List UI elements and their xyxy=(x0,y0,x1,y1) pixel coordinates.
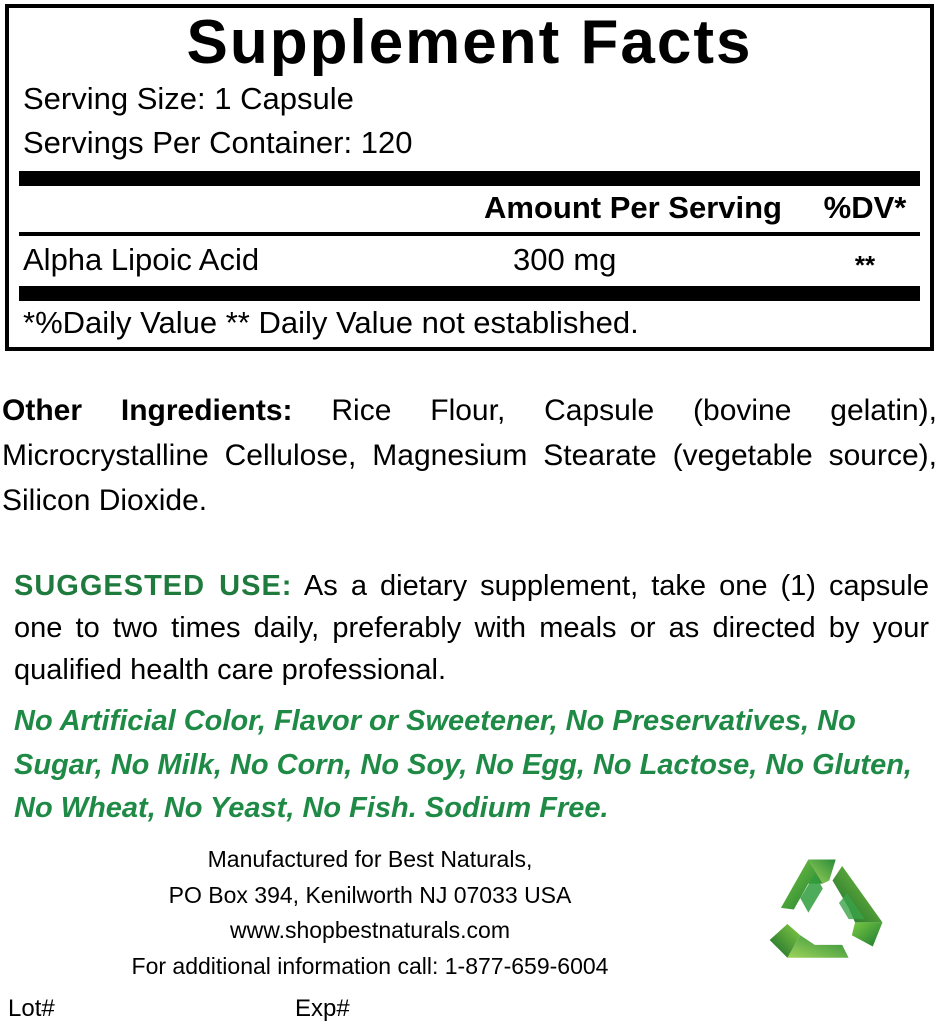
serving-size: Serving Size: 1 Capsule xyxy=(23,81,354,117)
manufacturer-info xyxy=(40,842,700,985)
divider-thick-bottom xyxy=(19,286,920,301)
suggested-use xyxy=(14,565,929,691)
header-amount-per-serving: Amount Per Serving xyxy=(484,190,782,226)
manufacturer-name: Manufactured for Best Naturals, xyxy=(207,846,533,872)
expiration-field: Exp# xyxy=(295,995,350,1022)
suggested-use-label: SUGGESTED USE: xyxy=(14,570,293,602)
manufacturer-address: PO Box 394, Kenilworth NJ 07033 USA xyxy=(168,881,572,908)
supplement-facts-title: Supplement Facts xyxy=(186,8,753,77)
amount-header-row xyxy=(19,186,920,232)
lot-number-field: Lot# xyxy=(8,995,55,1022)
table-row xyxy=(19,236,920,286)
recycle-icon xyxy=(745,845,920,990)
daily-value-footnote: *%Daily Value ** Daily Value not established. xyxy=(23,305,639,341)
free-from-claims: No Artificial Color, Flavor or Sweetener, No Preservatives, No Sugar, No Milk, No Corn, No Soy, No Egg, No Lactose, No Gluten, No Wheat, No Yeast, No Fish. Sodium Free. xyxy=(14,705,912,824)
other-ingredients xyxy=(2,388,939,523)
ingredient-amount: 300 mg xyxy=(513,242,617,278)
ingredient-daily-value: ** xyxy=(854,250,876,281)
other-ingredients-text: Rice Flour, Capsule (bovine gelatin), Microcrystalline Cellulose, Magnesium Stearate (vegetable source), Silicon Dioxide. xyxy=(2,394,937,517)
manufacturer-phone: For additional information call: 1-877-659-6004 xyxy=(131,952,609,979)
servings-per-container: Servings Per Container: 120 xyxy=(23,125,413,161)
manufacturer-website: www.shopbestnaturals.com xyxy=(230,917,510,944)
header-percent-dv: %DV* xyxy=(823,190,907,226)
ingredient-name: Alpha Lipoic Acid xyxy=(23,242,260,278)
suggested-use-text: As a dietary supplement, take one (1) capsule one to two times daily, preferably with meals or as directed by your qualified health care professional. xyxy=(14,570,929,687)
divider-thick-top xyxy=(19,171,920,186)
other-ingredients-label: Other Ingredients: xyxy=(2,394,293,427)
supplement-facts-panel xyxy=(5,4,934,351)
